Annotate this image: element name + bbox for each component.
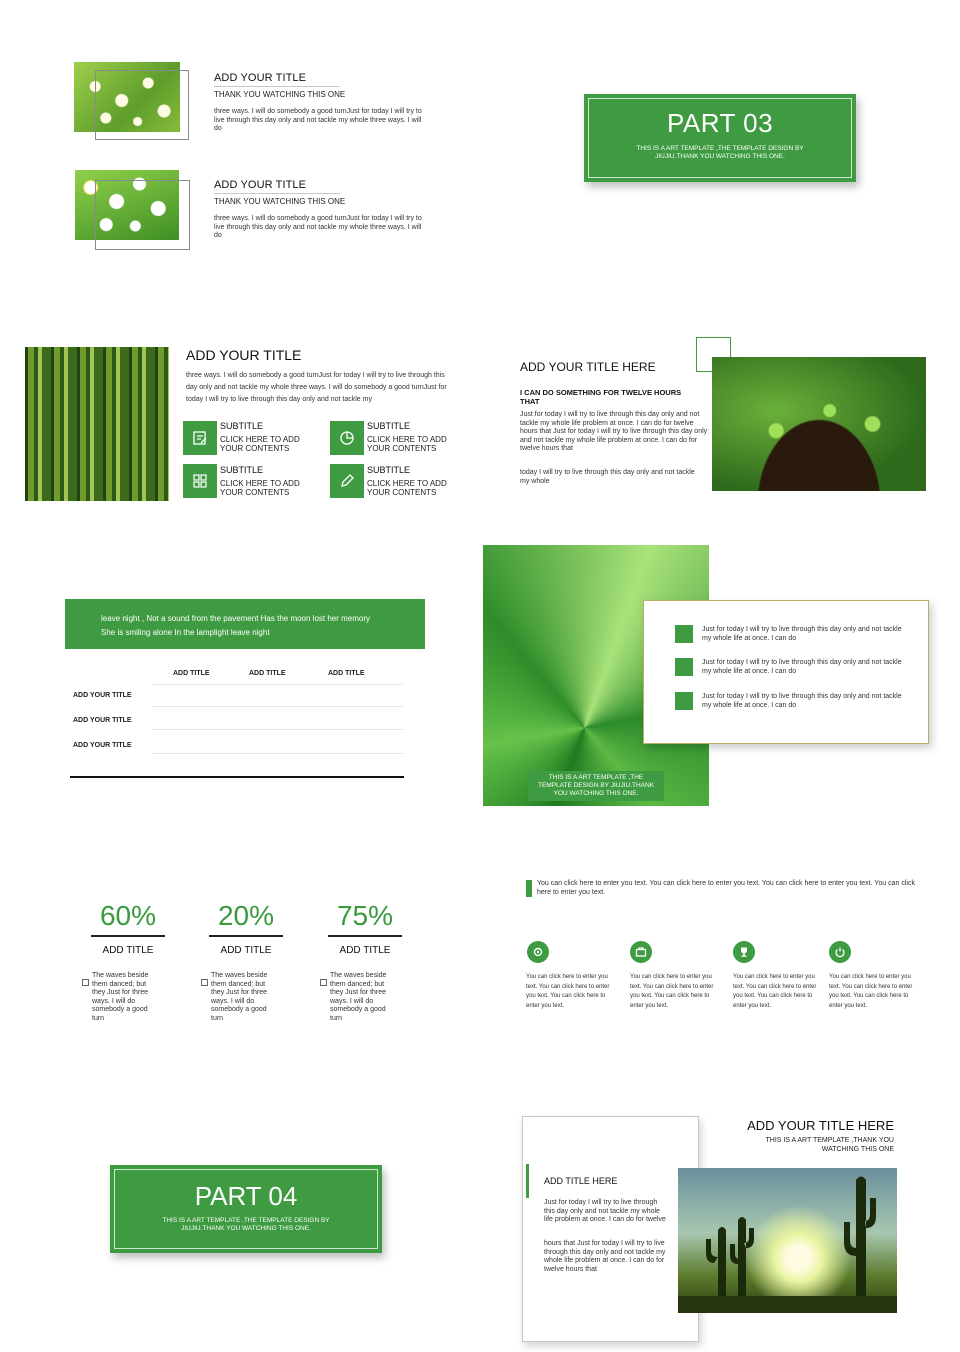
part-03-card [584, 94, 856, 182]
s5-row-line-1 [153, 706, 403, 707]
stat-2-value: 20% [217, 900, 275, 931]
item-1-title: ADD YOUR TITLE [214, 72, 307, 84]
edit-doc-icon [191, 429, 209, 447]
s8-item-4-text: You can click here to enter you text. You can click here to enter you text. You can click here to enter you text. [829, 974, 913, 1009]
s4-paragraph-1: Just for today I will try to live through this day only and not tackle my whole life problem at once. I can do for twelve hours that Just for today I will try to live through this day only and not tackle my whole life problem at once. I can do for twelve hours that [520, 411, 708, 452]
item-1-body: three ways. I will do somebody a good turnJust for today I will try to live through this day only and not tackle my whole three ways. I will do [214, 108, 422, 132]
s3-title: ADD YOUR TITLE [186, 347, 302, 363]
stat-3-text: The waves beside them danced; but they Just for three ways. I will do somebody a good turn [330, 972, 387, 1022]
pencil-icon [338, 472, 356, 490]
s8-icon-2[interactable] [630, 941, 652, 963]
stat-3-value: 75% [336, 900, 394, 931]
s10-card-title: ADD TITLE HERE [544, 1176, 618, 1186]
stat-3 [325, 900, 405, 956]
s10-card [522, 1116, 699, 1342]
s6-caption-box [528, 771, 664, 801]
sprout-photo [712, 357, 926, 491]
s8-icon-4[interactable] [829, 941, 851, 963]
cactus-photo [678, 1168, 897, 1313]
s4-paragraph-2: today I will try to live through this day only and not tackle my whole [520, 469, 695, 485]
s5-col-header-1: ADD TITLE [173, 670, 210, 677]
item-1-divider [214, 86, 340, 87]
s3-card-2-icon-box[interactable] [330, 421, 364, 455]
stat-3-label: ADD TITLE [339, 944, 391, 956]
s5-bottom-rule [70, 776, 404, 778]
photo-frame-1 [95, 70, 189, 140]
stat-2-text: The waves beside them danced; but they Just for three ways. I will do somebody a good turn [211, 972, 268, 1022]
s3-card-4-title: SUBTITLE [367, 465, 411, 475]
slide-1 [0, 0, 480, 290]
part-03-subtitle: THIS IS A ART TEMPLATE ,THE TEMPLATE DESIGN BY JIUJIU.THANK YOU WATCHING THIS ONE. [636, 145, 804, 160]
s3-card-2-title: SUBTITLE [367, 421, 411, 431]
s3-card-1-title: SUBTITLE [220, 421, 264, 431]
part-04-title: PART 04 [194, 1181, 298, 1211]
trophy-icon [738, 946, 750, 958]
s3-card-4-text: CLICK HERE TO ADD YOUR CONTENTS [367, 479, 447, 497]
stat-2 [206, 900, 286, 956]
item-1-subtitle: THANK YOU WATCHING THIS ONE [214, 90, 346, 99]
s3-card-3-icon-box[interactable] [183, 464, 217, 498]
s10-accent-bar [526, 1164, 529, 1198]
s5-col-header-3: ADD TITLE [328, 670, 365, 677]
s6-bullet-1 [675, 625, 693, 643]
stat-2-checkbox[interactable] [201, 973, 208, 991]
power-icon [834, 946, 846, 958]
s10-paragraph-1: Just for today I will try to live through this day only and not tackle my whole life problem at once. I can do for twelve [544, 1199, 666, 1223]
part-04-card [110, 1165, 382, 1253]
item-2-divider [214, 193, 340, 194]
s5-header-line [153, 684, 403, 685]
s5-row-label-2: ADD YOUR TITLE [73, 717, 132, 724]
item-2-title: ADD YOUR TITLE [214, 179, 307, 191]
s5-banner-line-2: She is smiling alone In the lamplight leave night [101, 628, 270, 637]
stat-3-checkbox[interactable] [320, 973, 327, 991]
s6-item-2: Just for today I will try to live through this day only and not tackle my whole life at once. I can do [702, 659, 902, 675]
stat-1-checkbox[interactable] [82, 973, 89, 991]
s5-row-line-2 [153, 729, 403, 730]
part-04-subtitle: THIS IS A ART TEMPLATE ,THE TEMPLATE DESIGN BY JIUJIU.THANK YOU WATCHING THIS ONE. [162, 1217, 330, 1232]
briefcase-icon [635, 946, 647, 958]
s3-body: three ways. I will do somebody a good turnJust for today I will try to live through this day only and not tackle my whole three ways. I will do somebody a good turnJust for today I will try to live through this day only and not tackle my [186, 372, 447, 403]
item-2-subtitle: THANK YOU WATCHING THIS ONE [214, 197, 346, 206]
stat-1-value: 60% [99, 900, 157, 931]
s6-item-3: Just for today I will try to live through this day only and not tackle my whole life at once. I can do [702, 693, 902, 709]
s6-bullet-2 [675, 658, 693, 676]
s3-card-3-title: SUBTITLE [220, 465, 264, 475]
pie-chart-icon [338, 429, 356, 447]
s10-subtitle: THIS IS A ART TEMPLATE ,THANK YOU WATCHING THIS ONE [765, 1137, 894, 1153]
s5-banner [65, 599, 425, 649]
s8-item-1-text: You can click here to enter you text. You can click here to enter you text. You can click here to enter you text. [526, 974, 610, 1009]
s3-card-3-text: CLICK HERE TO ADD YOUR CONTENTS [220, 479, 300, 497]
s4-title: ADD YOUR TITLE HERE [520, 360, 656, 374]
s3-card-2-text: CLICK HERE TO ADD YOUR CONTENTS [367, 435, 447, 453]
s3-card-1-text: CLICK HERE TO ADD YOUR CONTENTS [220, 435, 300, 453]
s5-row-line-3 [153, 753, 403, 754]
s8-icon-1[interactable] [527, 941, 549, 963]
s5-row-label-1: ADD YOUR TITLE [73, 692, 132, 699]
s8-item-2-text: You can click here to enter you text. You can click here to enter you text. You can click here to enter you text. [630, 974, 714, 1009]
item-2-body: three ways. I will do somebody a good turnJust for today I will try to live through this day only and not tackle my whole three ways. I will do [214, 215, 422, 239]
s6-card [643, 600, 929, 744]
s3-card-1-icon-box[interactable] [183, 421, 217, 455]
s8-accent-bar [526, 880, 532, 897]
s10-paragraph-2: hours that Just for today I will try to live through this day only and not tackle my whole life problem at once. I can do for twelve hours that [544, 1240, 666, 1273]
stat-1-label: ADD TITLE [102, 944, 154, 956]
cactus-silhouettes [678, 1168, 897, 1313]
s5-row-label-3: ADD YOUR TITLE [73, 742, 132, 749]
stat-1-text: The waves beside them danced; but they Just for three ways. I will do somebody a good turn [92, 972, 149, 1022]
grid-icon [191, 472, 209, 490]
bamboo-photo [25, 347, 169, 501]
s10-title: ADD YOUR TITLE HERE [747, 1118, 894, 1133]
s5-banner-line-1: leave night , Not a sound from the pavement Has the moon lost her memory [101, 614, 371, 623]
s4-subtitle: I CAN DO SOMETHING FOR TWELVE HOURS THAT [520, 388, 682, 406]
stat-1 [88, 900, 168, 956]
s5-col-header-2: ADD TITLE [249, 670, 286, 677]
s8-header-text: You can click here to enter you text. You can click here to enter you text. You can click here to enter you text. You can click here to enter you text. [537, 880, 915, 896]
s6-item-1: Just for today I will try to live through this day only and not tackle my whole life at once. I can do [702, 626, 902, 642]
stat-3-rule [328, 935, 402, 937]
s6-bullet-3 [675, 692, 693, 710]
s3-card-4-icon-box[interactable] [330, 464, 364, 498]
s8-icon-3[interactable] [733, 941, 755, 963]
stat-2-label: ADD TITLE [220, 944, 272, 956]
stat-1-rule [91, 935, 165, 937]
s8-item-3-text: You can click here to enter you text. You can click here to enter you text. You can click here to enter you text. [733, 974, 817, 1009]
s6-caption: THIS IS A ART TEMPLATE ,THE TEMPLATE DESIGN BY JIUJIU.THANK YOU WATCHING THIS ONE. [537, 774, 655, 797]
photo-frame-2 [95, 180, 190, 250]
stat-2-rule [209, 935, 283, 937]
gear-icon [532, 946, 544, 958]
part-03-title: PART 03 [666, 108, 774, 138]
